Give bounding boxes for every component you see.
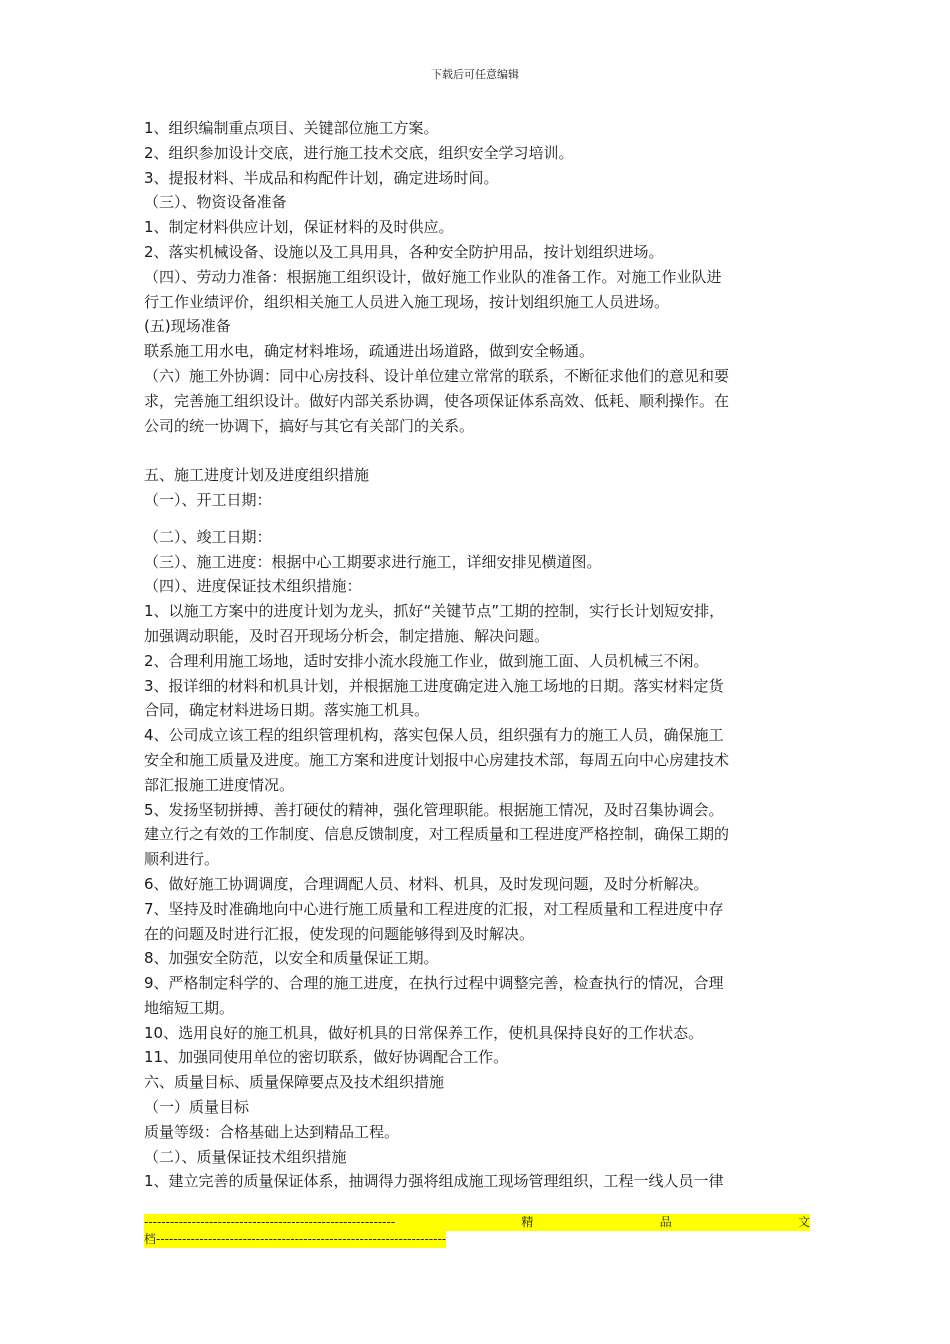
- text-line: 5、发扬坚韧拼搏、善打硬仗的精神，强化管理职能。根据施工情况，及时召集协调会。: [144, 800, 724, 819]
- text-line: 公司的统一协调下，搞好与其它有关部门的关系。: [144, 416, 475, 435]
- document-body: [144, 116, 810, 1194]
- text-line: 2、合理利用施工场地，适时安排小流水段施工作业，做到施工面、人员机械三不闲。: [144, 651, 709, 670]
- paragraph-gap: [144, 438, 810, 463]
- text-line: 2、组织参加设计交底，进行施工技术交底，组织安全学习培训。: [144, 143, 574, 162]
- text-line: （三）、物资设备准备: [144, 193, 287, 212]
- footer-word: 品: [659, 1215, 672, 1229]
- text-line: 建立行之有效的工作制度、信息反馈制度，对工程质量和工程进度严格控制，确保工期的: [144, 825, 730, 844]
- text-line: （二）、质量保证技术组织措施: [144, 1147, 347, 1166]
- section-preparation: [144, 116, 810, 438]
- text-line: 11、加强同使用单位的密切联系，做好协调配合工作。: [144, 1048, 509, 1067]
- text-line: 五、施工进度计划及进度组织措施: [144, 466, 370, 485]
- text-line: 加强调动职能，及时召开现场分析会，制定措施、解决问题。: [144, 626, 550, 645]
- page-footer: [144, 1214, 810, 1253]
- text-line: 7、坚持及时准确地向中心进行施工质量和工程进度的汇报，对工程质量和工程进度中存: [144, 899, 724, 918]
- text-line: 1、组织编制重点项目、关键部位施工方案。: [144, 119, 439, 137]
- text-line: （四）、进度保证技术组织措施：: [144, 577, 362, 596]
- footer-word: 文: [797, 1215, 810, 1229]
- footer-banner: [144, 1214, 810, 1231]
- text-line: 1、以施工方案中的进度计划为龙头，抓好“关键节点”工期的控制，实行长计划短安排，: [144, 602, 725, 621]
- text-line: 在的问题及时进行汇报，使发现的问题能够得到及时解决。: [144, 924, 535, 943]
- text-line: 6、做好施工协调调度，合理调配人员、材料、机具，及时发现问题，及时分析解决。: [144, 874, 709, 893]
- text-line: (五)现场准备: [144, 317, 231, 336]
- text-line: 3、提报材料、半成品和构配件计划，确定进场时间。: [144, 168, 499, 187]
- section-schedule-measures: [144, 525, 810, 1195]
- text-line: 部汇报施工进度情况。: [144, 775, 295, 794]
- text-line: 求，完善施工组织设计。做好内部关系协调，使各项保证体系高效、低耗、顺利操作。在: [144, 391, 730, 410]
- text-line: （六）施工外协调：同中心房技科、设计单位建立常常的联系，不断征求他们的意见和要: [144, 366, 730, 385]
- text-line: （三）、施工进度：根据中心工期要求进行施工，详细安排见横道图。: [144, 552, 602, 571]
- page-header: 下载后可任意编辑: [431, 68, 519, 81]
- text-line: 1、建立完善的质量保证体系，抽调得力强将组成施工现场管理组织，工程一线人员一律: [144, 1172, 724, 1191]
- paragraph-gap: [144, 513, 810, 525]
- text-line: 质量等级：合格基础上达到精品工程。: [144, 1122, 400, 1141]
- footer-word: 精: [521, 1215, 534, 1229]
- section-schedule-heading: [144, 463, 810, 513]
- text-line: （一）质量目标: [144, 1098, 250, 1117]
- text-line: 8、加强安全防范，以安全和质量保证工期。: [144, 949, 439, 968]
- footer-dashes: ----------------------------------------------------------: [144, 1215, 396, 1229]
- text-line: （二）、竣工日期：: [144, 527, 272, 546]
- text-line: 1、制定材料供应计划，保证材料的及时供应。: [144, 218, 454, 237]
- text-line: 合同，确定材料进场日期。落实施工机具。: [144, 701, 430, 720]
- text-line: 10、选用良好的施工机具，做好机具的日常保养工作，使机具保持良好的工作状态。: [144, 1023, 704, 1042]
- footer-dashes: -------------------------------------------------------------------: [156, 1232, 447, 1246]
- text-line: （一）、开工日期：: [144, 490, 272, 509]
- text-line: 2、落实机械设备、设施以及工具用具，各种安全防护用品，按计划组织进场。: [144, 242, 664, 261]
- footer-banner-continued: [144, 1231, 446, 1248]
- text-line: 安全和施工质量及进度。施工方案和进度计划报中心房建技术部，每周五向中心房建技术: [144, 750, 730, 769]
- text-line: 六、质量目标、质量保障要点及技术组织措施: [144, 1073, 445, 1092]
- text-line: 顺利进行。: [144, 850, 220, 869]
- text-line: 9、严格制定科学的、合理的施工进度，在执行过程中调整完善，检查执行的情况，合理: [144, 974, 724, 993]
- text-line: 地缩短工期。: [144, 998, 235, 1017]
- text-line: 3、报详细的材料和机具计划，并根据施工进度确定进入施工场地的日期。落实材料定货: [144, 676, 724, 695]
- footer-word: 档: [144, 1232, 157, 1246]
- text-line: （四）、劳动力准备：根据施工组织设计，做好施工作业队的准备工作。对施工作业队进: [144, 267, 722, 286]
- text-line: 4、公司成立该工程的组织管理机构，落实包保人员，组织强有力的施工人员，确保施工: [144, 726, 724, 745]
- text-line: 行工作业绩评价，组织相关施工人员进入施工现场，按计划组织施工人员进场。: [144, 292, 670, 311]
- text-line: 联系施工用水电，确定材料堆场，疏通进出场道路，做到安全畅通。: [144, 342, 595, 361]
